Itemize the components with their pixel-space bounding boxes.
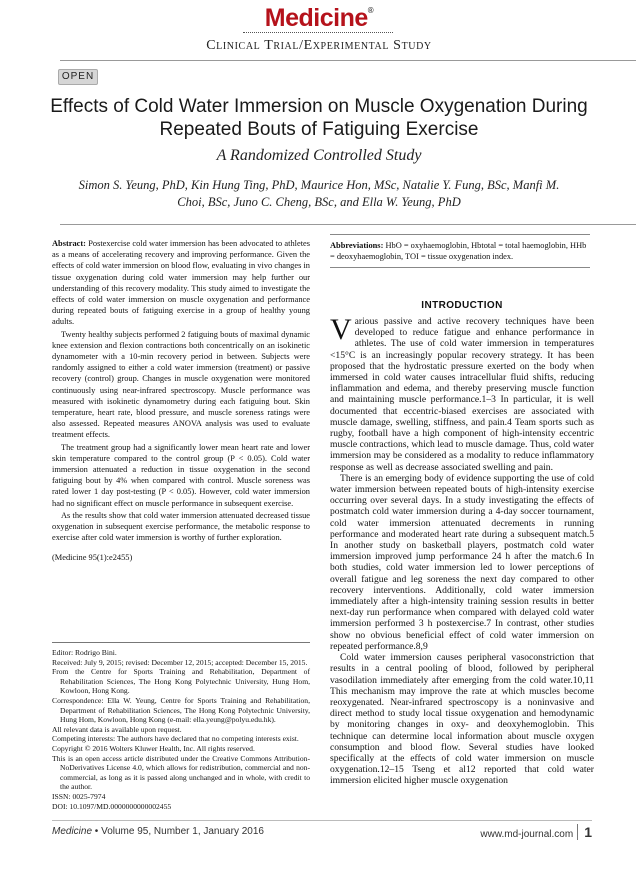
footnote-doi: DOI: 10.1097/MD.0000000000002455 xyxy=(52,801,172,811)
journal-name: Medicine xyxy=(264,4,368,32)
open-access-badge: OPEN xyxy=(58,69,98,85)
intro-text: arious passive and active recovery techniques have been developed to reduce fatigue and enhance performance in athletes. The use of cold water immersion in temperatures <15°C is an increasingly popular recovery strategy. It has been proposed that the hydrostatic pressure exerted on the body when immersed in cold water causes intracellular fluid shifts, reducing inflammation and edema, and thereby preserving muscle function and maintaining muscle performance.1–3 In particular, it is well documented that eccentric-biased exercises are associated with muscle damage, swelling, stiffness, and pain.4 Team sports such as rugby, football have a high component of high-intensity eccentric muscle contractions, which lead to muscle damage. Thus, cold water immersion may be considered as a modality to reduce inflammatory response as well as decrease associated swelling and pain. xyxy=(330,316,594,473)
author-list: Simon S. Yeung, PhD, Kin Hung Ting, PhD, Maurice Hon, MSc, Natalie Y. Fung, BSc, Manfi M. Choi, BSc, Juno C. Cheng, BSc, and Ella W. Yeung, PhD xyxy=(78,178,560,209)
footer-journal: Medicine xyxy=(52,826,93,837)
abstract-text: Postexercise cold water immersion has been advocated to athletes as a means of accelerating recovery and improving performance. Given the effects of cold water immersion on blood flow, evaluating in vivo changes in tissue oxygenation during cold water immersion may help further our understanding of this recovery modality. This study aimed to investigate the effects of cold water immersion on muscle oxygenation and performance during repeated bouts of fatiguing exercise in a group of healthy young adults. xyxy=(52,239,311,327)
intro-paragraph: There is an emerging body of evidence supporting the use of cold water immersion between repeated bouts of high-intensity exercise occurring over several days. In a study investigating the effects of postmatch cold water immersion during a 4-day soccer tournament, cold water immersion attenuated decrements in running performance and moderated heart rate during a subsequent match.5 In another study on basketball players, postmatch cold water immersion improved jump performance 24 h after the match.6 In both studies, cold water immersion led to lower perceptions of overall fatigue and leg soreness the next day compared to other recovery interventions. Additionally, cold water immersion immediately after a high-intensity training session results in better next-day run performance when compared with delayed cold water immersion performed 3 h postexercise.7 In contrast, other studies show no obvious beneficial effect of cold water immersion on repeated performance.8,9 xyxy=(330,472,594,652)
abbreviations-text: HbO = oxyhaemoglobin, Hbtotal = total haemoglobin, HHb = deoxyhaemoglobin, TOI = tissue oxygenation index. xyxy=(330,241,587,261)
title-rule xyxy=(60,224,636,225)
footer-issue: Medicine • Volume 95, Number 1, January 2016 xyxy=(52,826,264,837)
footer-volume: Volume 95, Number 1, January 2016 xyxy=(101,826,264,837)
footnote-license: This is an open access article distributed under the Creative Commons Attribution-NoDerivatives License 4.0, which allows for redistribution, commercial and non-commercial, as long as it is passed along unchanged and in whole, with credit to the author. xyxy=(52,753,310,792)
section-type: Clinical Trial/Experimental Study xyxy=(206,38,432,53)
footnote-editor: Editor: Rodrigo Bini. xyxy=(52,648,117,657)
journal-logo xyxy=(0,4,638,33)
footnote-affiliation: From the Centre for Sports Training and Rehabilitation, Department of Rehabilitation Sciences, The Hong Kong Polytechnic University, Hung Hom, Kowloon, Hong Kong. xyxy=(52,667,310,696)
page-number: 1 xyxy=(577,824,592,840)
abstract-paragraph: The treatment group had a significantly lower mean heart rate and lower skin temperature compared to the control group (P < 0.05). Cold water immersion attenuated a reduction in tissue oxygenation in the second fatiguing bout by 4% when compared with control. Muscle soreness was rated lower 1 day post-testing (P < 0.05). However, cold water immersion had no significant effect on muscle performance in subsequent exercise. xyxy=(52,442,310,508)
abstract-section xyxy=(52,238,310,565)
introduction-section xyxy=(330,313,594,787)
footnote-competing: Competing interests: The authors have declared that no competing interests exist. xyxy=(52,734,299,744)
introduction-heading: INTRODUCTION xyxy=(421,300,503,311)
drop-cap: V xyxy=(330,313,352,346)
footnote-data: All relevant data is available upon request. xyxy=(52,724,182,734)
header-rule xyxy=(60,60,636,61)
article-title: Effects of Cold Water Immersion on Muscle Oxygenation During Repeated Bouts of Fatiguing Exercise xyxy=(50,96,588,140)
footnotes xyxy=(52,648,310,811)
article-subtitle: A Randomized Controlled Study xyxy=(216,147,422,164)
footer-site xyxy=(480,824,592,840)
registered-mark: ® xyxy=(367,6,374,15)
abstract-paragraph: As the results show that cold water immersion attenuated decreased tissue oxygenation in subsequent exercise performance, the metabolic response to exercise after cold water immersion is worthy of further exploration. xyxy=(52,510,310,543)
logo-underline xyxy=(243,32,393,33)
footnote-copyright: Copyright © 2016 Wolters Kluwer Health, Inc. All rights reserved. xyxy=(52,743,255,753)
abstract-label: Abstract: xyxy=(52,239,86,248)
abstract-paragraph xyxy=(52,238,310,328)
abbreviations-box xyxy=(330,234,590,268)
abstract-paragraph: Twenty healthy subjects performed 2 fatiguing bouts of maximal dynamic knee extension and flexion contractions both concentrically on an isokinetic dynamometer with a 10-min recovery period in between. Subjects were randomly assigned to either a cold water immersion (treatment) or passive recovery (control) group. Changes in muscle oxygenation were monitored continuously using near-infrared spectroscopy. Muscle performance was measured with isokinetic dynamometry during each fatiguing bout. Skin temperature, heart rate, blood pressure, and muscle soreness ratings were also assessed. Repeated measures ANOVA analysis was used to evaluate treatment effects. xyxy=(52,329,310,440)
abbreviations-label: Abbreviations: xyxy=(330,241,384,250)
footer-rule xyxy=(52,820,592,821)
abstract-citation: (Medicine 95(1):e2455) xyxy=(52,553,133,563)
footnote-rule xyxy=(52,642,310,643)
intro-paragraph: Cold water immersion causes peripheral vasoconstriction that results in a central pooling of blood, followed by peripheral vasodilation immediately after emerging from the cold water.10,11 This mechanism may improve the rate at which muscles become reoxygenated. Near-infrared spectroscopy is a noninvasive and direct method to study local tissue oxygenation and hemodynamic by monitoring changes in oxy- and deoxyhemoglobin. This technique can determine local information about muscle oxygen consumption and blood flow. Several studies have looked specifically at the effects of cold water immersion on muscle oxygenation.12–15 Tseng et al12 reported that cold water immersion elicited higher muscle oxygenation xyxy=(330,652,594,787)
footnote-issn: ISSN: 0025-7974 xyxy=(52,791,106,801)
footnote-dates: Received: July 9, 2015; revised: December 12, 2015; accepted: December 15, 2015. xyxy=(52,657,308,667)
footnote-correspondence: Correspondence: Ella W. Yeung, Centre for Sports Training and Rehabilitation, Department of Rehabilitation Sciences, The Hong Kong Polytechnic University, Hung Hom, Kowloon, Hong Kong (e-mail: ella.yeung@polyu.edu.hk). xyxy=(52,695,310,725)
intro-paragraph xyxy=(330,313,594,473)
footer-website[interactable]: www.md-journal.com xyxy=(480,829,574,840)
